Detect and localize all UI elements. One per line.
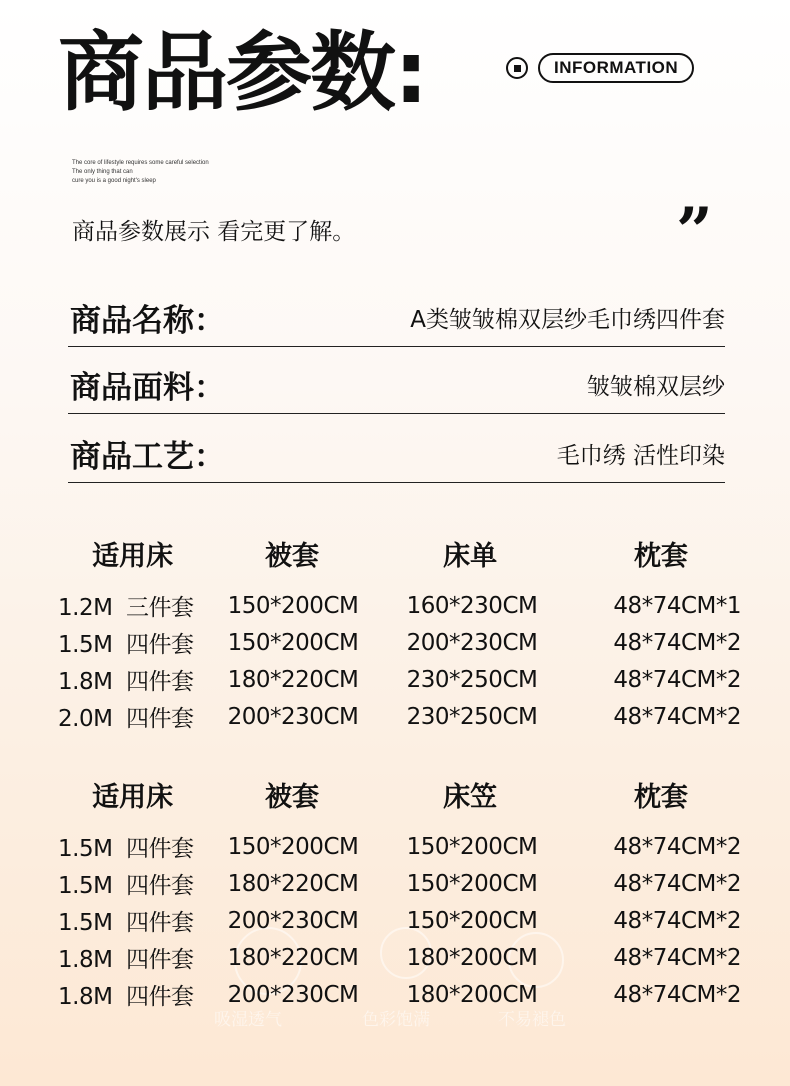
cell: 2.0M 四件套 bbox=[58, 706, 194, 732]
info-badge bbox=[506, 53, 694, 83]
cell: 180*220CM bbox=[227, 666, 359, 693]
cell: 1.2M 三件套 bbox=[58, 595, 194, 621]
watermark-label: 不易褪色 bbox=[498, 1010, 566, 1030]
page-title: 商品参数: bbox=[58, 23, 427, 123]
table-row bbox=[58, 939, 748, 976]
param-label: 商品工艺： bbox=[70, 439, 225, 475]
table-row bbox=[58, 865, 748, 902]
tagline-line: The only thing that can bbox=[72, 169, 133, 175]
cell: 1.8M 四件套 bbox=[58, 947, 194, 973]
header-cell: 枕套 bbox=[633, 781, 688, 813]
cell: 48*74CM*2 bbox=[613, 870, 741, 897]
table-row bbox=[58, 828, 748, 865]
table-row bbox=[58, 698, 748, 735]
cell: 180*220CM bbox=[227, 870, 359, 897]
quote-mark-icon: ” bbox=[676, 194, 713, 269]
param-row-name bbox=[68, 302, 725, 347]
cell: 48*74CM*2 bbox=[613, 666, 741, 693]
table-row bbox=[58, 587, 748, 624]
table-row bbox=[58, 661, 748, 698]
tagline-line: cure you is a good night's sleep bbox=[72, 178, 156, 184]
cell: 1.5M 四件套 bbox=[58, 873, 194, 899]
tagline bbox=[72, 159, 209, 186]
information-pill: INFORMATION bbox=[538, 53, 694, 83]
cell: 230*250CM bbox=[406, 666, 538, 693]
cell: 200*230CM bbox=[227, 981, 359, 1008]
cell: 48*74CM*2 bbox=[613, 981, 741, 1008]
header-cell: 适用床 bbox=[92, 540, 174, 572]
cell: 48*74CM*2 bbox=[613, 629, 741, 656]
table-row bbox=[58, 976, 748, 1013]
param-label: 商品名称： bbox=[70, 303, 225, 339]
cell: 150*200CM bbox=[227, 833, 359, 860]
header-cell: 被套 bbox=[264, 781, 319, 813]
header-cell: 被套 bbox=[264, 540, 319, 572]
watermark-label: 色彩饱满 bbox=[362, 1010, 430, 1030]
param-value: 毛巾绣 活性印染 bbox=[556, 443, 725, 469]
cell: 1.8M 四件套 bbox=[58, 984, 194, 1010]
param-value: A类皱皱棉双层纱毛巾绣四件套 bbox=[410, 307, 725, 333]
header-cell: 床笠 bbox=[443, 781, 498, 813]
cell: 200*230CM bbox=[227, 703, 359, 730]
cell: 150*200CM bbox=[406, 907, 538, 934]
size-table-fitted bbox=[58, 772, 748, 1013]
watermark-label: 吸湿透气 bbox=[214, 1010, 282, 1030]
param-row-craft bbox=[68, 438, 725, 483]
table-header bbox=[58, 772, 748, 816]
cell: 48*74CM*2 bbox=[613, 944, 741, 971]
cell: 1.5M 四件套 bbox=[58, 632, 194, 658]
size-table-sheet bbox=[58, 531, 748, 735]
cell: 180*220CM bbox=[227, 944, 359, 971]
cell: 150*200CM bbox=[227, 592, 359, 619]
cell: 200*230CM bbox=[227, 907, 359, 934]
cell: 1.8M 四件套 bbox=[58, 669, 194, 695]
cell: 150*200CM bbox=[406, 833, 538, 860]
cell: 48*74CM*2 bbox=[613, 833, 741, 860]
cell: 200*230CM bbox=[406, 629, 538, 656]
cell: 180*200CM bbox=[406, 944, 538, 971]
table-header bbox=[58, 531, 748, 575]
cell: 48*74CM*2 bbox=[613, 907, 741, 934]
header-cell: 床单 bbox=[443, 540, 498, 572]
cell: 48*74CM*2 bbox=[613, 703, 741, 730]
cell: 160*230CM bbox=[406, 592, 538, 619]
param-label: 商品面料： bbox=[70, 370, 225, 406]
cell: 150*200CM bbox=[227, 629, 359, 656]
table-row bbox=[58, 902, 748, 939]
param-value: 皱皱棉双层纱 bbox=[587, 374, 725, 400]
tagline-line: The core of lifestyle requires some careful selection bbox=[72, 160, 209, 166]
cell: 180*200CM bbox=[406, 981, 538, 1008]
cell: 150*200CM bbox=[406, 870, 538, 897]
dot-circle-icon bbox=[506, 57, 528, 79]
table-row bbox=[58, 624, 748, 661]
param-row-fabric bbox=[68, 369, 725, 414]
header-cell: 枕套 bbox=[633, 540, 688, 572]
subtitle: 商品参数展示 看完更了解。 bbox=[72, 219, 356, 245]
cell: 48*74CM*1 bbox=[613, 592, 741, 619]
header-cell: 适用床 bbox=[92, 781, 174, 813]
cell: 230*250CM bbox=[406, 703, 538, 730]
cell: 1.5M 四件套 bbox=[58, 836, 194, 862]
cell: 1.5M 四件套 bbox=[58, 910, 194, 936]
